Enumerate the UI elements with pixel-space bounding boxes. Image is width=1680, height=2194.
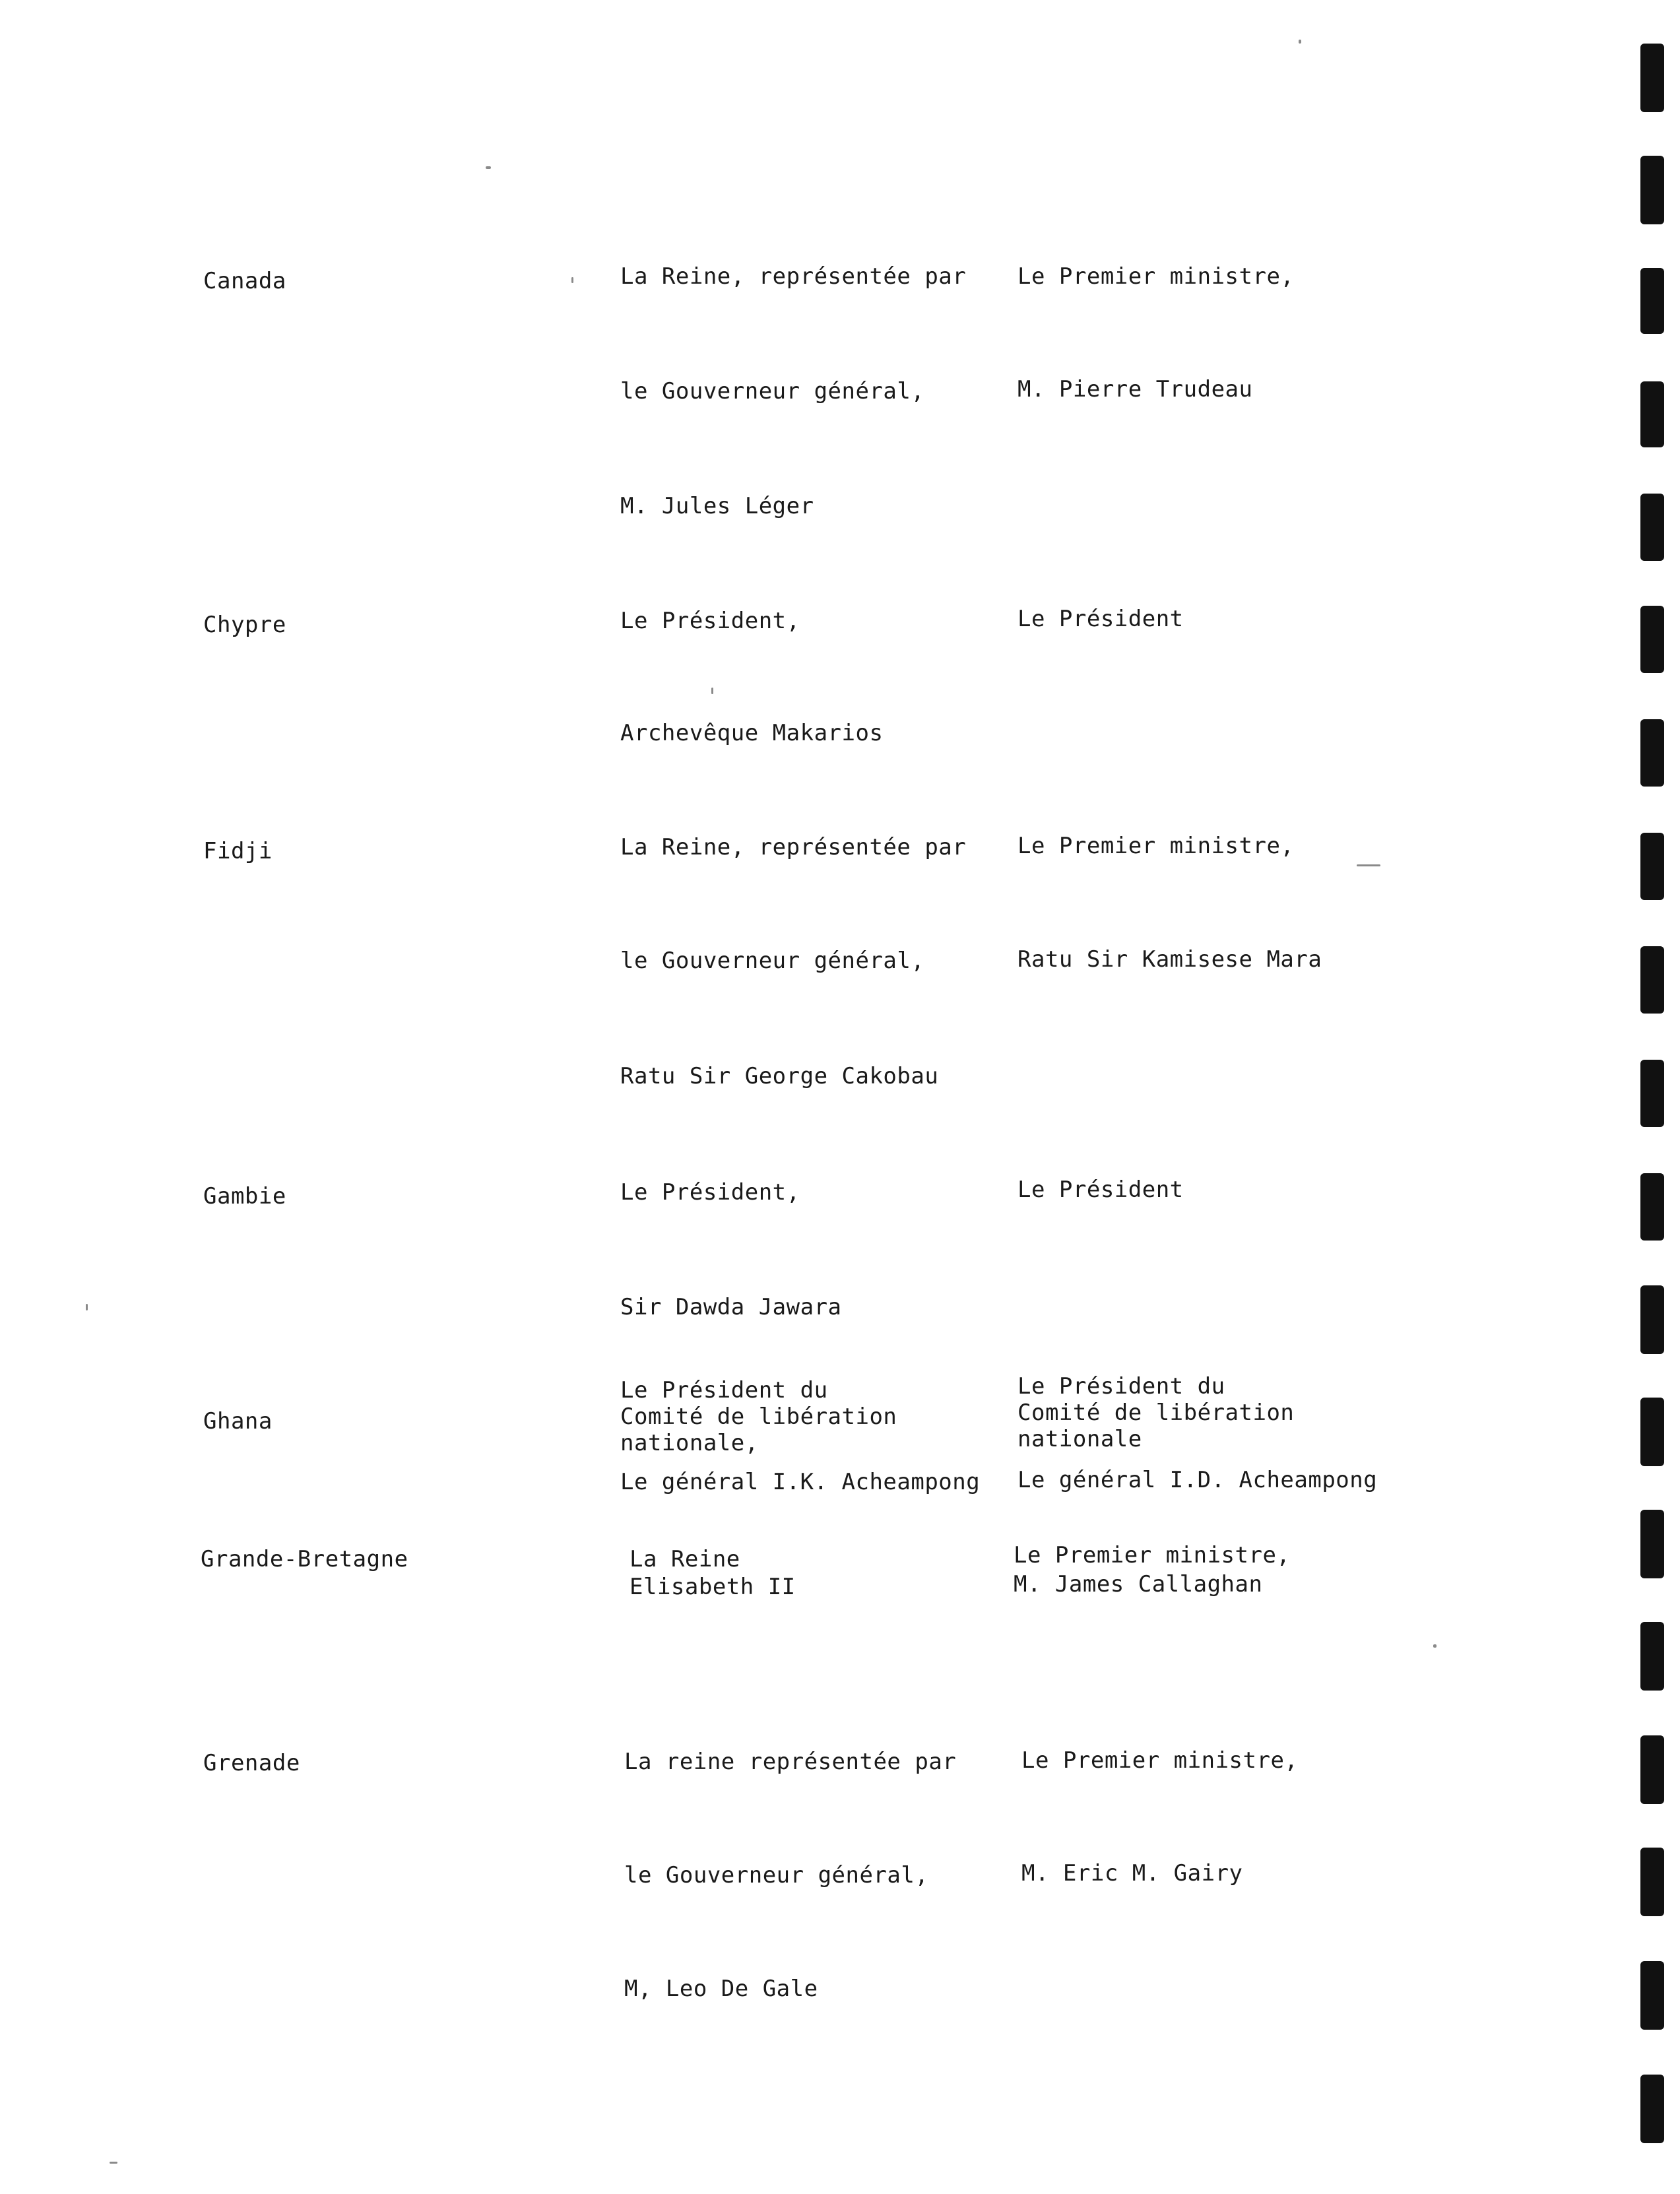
scan-edge-mark <box>1640 1622 1664 1691</box>
head-of-state-line: La Reine, représentée par <box>620 834 967 860</box>
head-of-state-line: M. Jules Léger <box>620 493 814 519</box>
scan-speck <box>486 166 491 169</box>
scan-speck <box>86 1304 88 1310</box>
scan-edge-mark <box>1640 1848 1664 1916</box>
scan-edge-mark <box>1640 1398 1664 1466</box>
head-of-government-line: Le Premier ministre, <box>1018 263 1295 290</box>
head-of-government-line: Le Président du <box>1018 1373 1225 1400</box>
head-of-state-line: La reine représentée par <box>624 1749 957 1775</box>
country-label: Fidji <box>203 838 273 864</box>
scan-speck <box>571 277 573 283</box>
scan-edge-mark <box>1640 946 1664 1014</box>
scan-speck <box>711 688 713 694</box>
scan-speck <box>110 2162 117 2164</box>
head-of-government-line: M. James Callaghan <box>1014 1571 1263 1597</box>
scan-edge-mark <box>1640 1961 1664 2030</box>
head-of-state-line: Ratu Sir George Cakobau <box>620 1063 939 1089</box>
head-of-state-line: le Gouverneur général, <box>624 1862 929 1888</box>
head-of-state-line: le Gouverneur général, <box>620 948 925 974</box>
scan-edge-mark <box>1640 44 1664 112</box>
head-of-government-line: nationale <box>1018 1426 1142 1452</box>
country-label: Canada <box>203 268 286 294</box>
scan-speck <box>1433 1644 1437 1648</box>
scan-edge-mark <box>1640 2075 1664 2143</box>
head-of-state-line: Le Président, <box>620 608 800 634</box>
head-of-government-line: Le Premier ministre, <box>1021 1747 1299 1774</box>
scan-edge-mark <box>1640 606 1664 673</box>
scan-speck <box>1357 864 1380 866</box>
head-of-government-line: Le Président <box>1018 606 1184 632</box>
scan-edge-mark <box>1640 1060 1664 1127</box>
scan-edge-mark <box>1640 833 1664 900</box>
head-of-state-line: La Reine <box>630 1546 740 1572</box>
country-label: Chypre <box>203 612 286 638</box>
head-of-state-line: Le général I.K. Acheampong <box>620 1469 981 1495</box>
head-of-state-line: La Reine, représentée par <box>620 263 967 290</box>
head-of-government-line: Le Premier ministre, <box>1014 1542 1291 1568</box>
country-label: Grenade <box>203 1750 300 1776</box>
head-of-government-line: M. Pierre Trudeau <box>1018 376 1253 403</box>
head-of-state-line: Comité de libération <box>620 1404 897 1430</box>
scan-edge-mark <box>1640 1735 1664 1804</box>
scan-edge-mark <box>1640 1510 1664 1578</box>
head-of-government-line: Le Président <box>1018 1177 1184 1203</box>
head-of-state-line: M, Leo De Gale <box>624 1976 818 2002</box>
head-of-government-line: Le Premier ministre, <box>1018 833 1295 859</box>
head-of-government-line: M. Eric M. Gairy <box>1021 1860 1243 1887</box>
head-of-state-line: le Gouverneur général, <box>620 378 925 404</box>
head-of-government-line: Ratu Sir Kamisese Mara <box>1018 946 1322 973</box>
scan-edge-mark <box>1640 1285 1664 1354</box>
country-label: Gambie <box>203 1183 286 1210</box>
country-label: Ghana <box>203 1408 273 1435</box>
head-of-state-line: Le Président du <box>620 1377 828 1404</box>
head-of-state-line: Le Président, <box>620 1179 800 1206</box>
country-label: Grande-Bretagne <box>201 1546 408 1572</box>
scan-edge-mark <box>1640 156 1664 224</box>
head-of-state-line: nationale, <box>620 1430 759 1456</box>
scan-edge-mark <box>1640 494 1664 561</box>
head-of-state-line: Archevêque Makarios <box>620 720 884 746</box>
head-of-state-line: Elisabeth II <box>630 1574 796 1600</box>
head-of-state-line: Sir Dawda Jawara <box>620 1294 842 1320</box>
scan-edge-mark <box>1640 1173 1664 1241</box>
head-of-government-line: Comité de libération <box>1018 1400 1295 1426</box>
scan-edge-mark <box>1640 719 1664 787</box>
scan-edge-mark <box>1640 381 1664 447</box>
scan-speck <box>1299 40 1301 44</box>
head-of-government-line: Le général I.D. Acheampong <box>1018 1467 1378 1493</box>
scan-edge-mark <box>1640 268 1664 334</box>
